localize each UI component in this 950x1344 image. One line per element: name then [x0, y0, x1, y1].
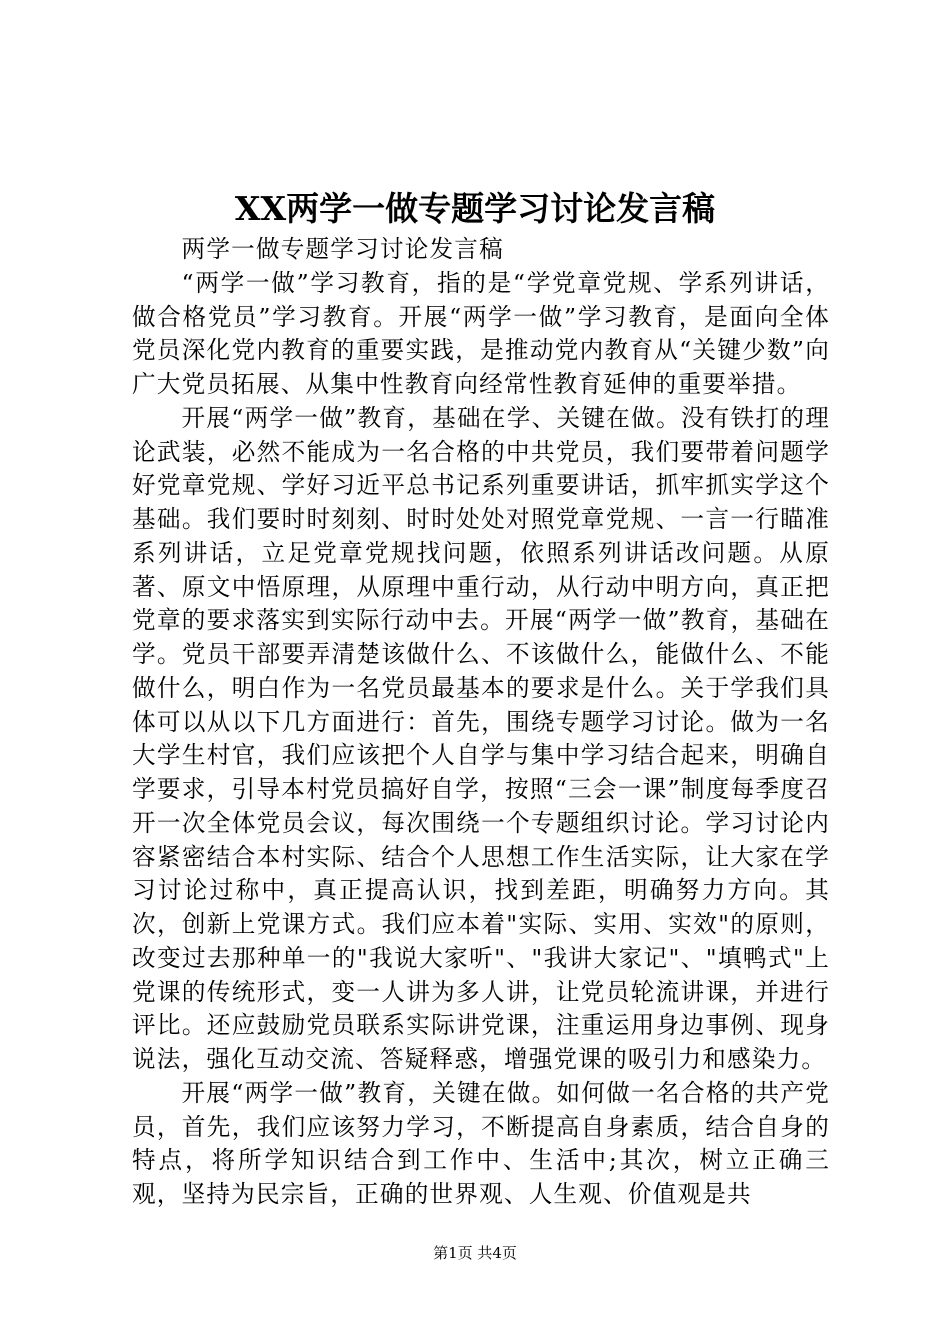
- document-title: XX两学一做专题学习讨论发言稿: [234, 189, 716, 228]
- page-footer: 第1页 共4页: [433, 1244, 517, 1262]
- paragraph-study: 开展“两学一做”教育，基础在学、关键在做。没有铁打的理论武装，必然不能成为一名合格的中共党员，我们要带着问题学好党章党规、学好习近平总书记系列重要讲话，抓牢抓实学这个基础。我们要时时刻刻、时时处处对照党章党规、一言一行瞄准系列讲话，立足党章党规找问题，依照系列讲话改问题。从原著、原文中悟原理，从原理中重行动，从行动中明方向，真正把党章的要求落实到实际行动中去。开展“两学一做”教育，基础在学。党员干部要弄清楚该做什么、不该做什么，能做什么、不能做什么，明白作为一名党员最基本的要求是什么。关于学我们具体可以从以下几方面进行：首先，围绕专题学习讨论。做为一名大学生村官，我们应该把个人自学与集中学习结合起来，明确自学要求，引导本村党员搞好自学，按照“三会一课”制度每季度召开一次全体党员会议，每次围绕一个专题组织讨论。学习讨论内容紧密结合本村实际、结合个人思想工作生活实际，让大家在学习讨论过称中，真正提高认识，找到差距，明确努力方向。其次，创新上党课方式。我们应本着"实际、实用、实效"的原则，改变过去那种单一的"我说大家听"、"我讲大家记"、"填鸭式"上党课的传统形式，变一人讲为多人讲，让党员轮流讲课，并进行评比。还应鼓励党员联系实际讲党课，注重运用身边事例、现身说法，强化互动交流、答疑释惑，增强党课的吸引力和感染力。: [132, 403, 830, 1073]
- paragraph-intro: “两学一做”学习教育，指的是“学党章党规、学系列讲话，做合格党员”学习教育。开展“两学一做”学习教育，是面向全体党员深化党内教育的重要实践，是推动党内教育从“关键少数”向广大党员拓展、从集中性教育向经常性教育延伸的重要举措。: [132, 268, 830, 398]
- paragraph-subtitle: 两学一做专题学习讨论发言稿: [181, 235, 504, 263]
- paragraph-action: 开展“两学一做”教育，关键在做。如何做一名合格的共产党员，首先，我们应该努力学习，不断提高自身素质，结合自身的特点，将所学知识结合到工作中、生活中;其次，树立正确三观，坚持为民宗旨，正确的世界观、人生观、价值观是共: [132, 1078, 830, 1208]
- document-body: [132, 233, 830, 1212]
